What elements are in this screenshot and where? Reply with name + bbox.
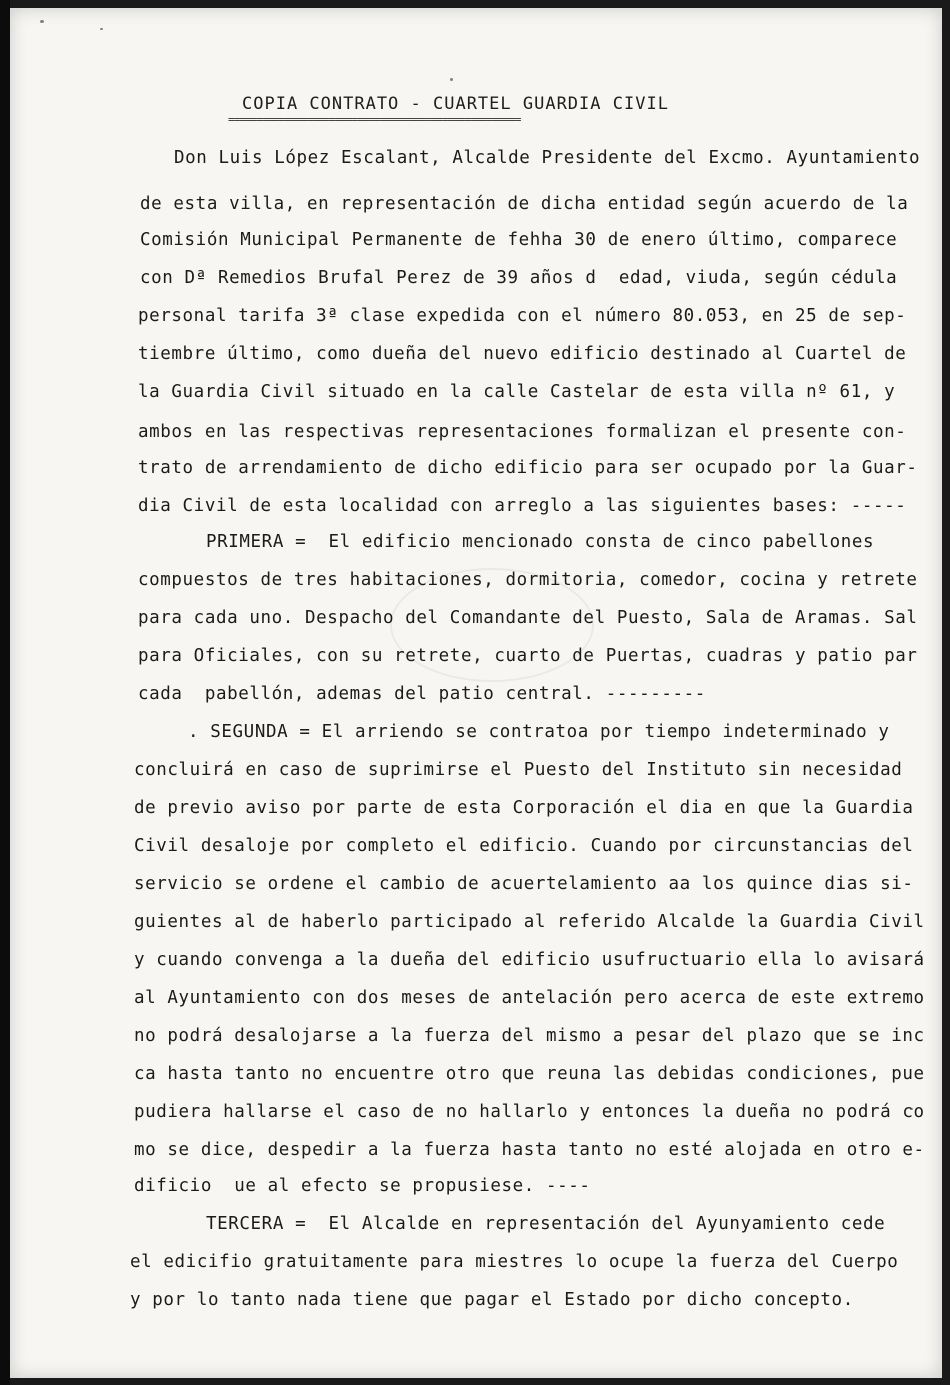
body-line: para Oficiales, con su retrete, cuarto de Puertas, cuadras y patio par (138, 646, 918, 666)
document-title: COPIA CONTRATO - CUARTEL GUARDIA CIVIL (242, 94, 669, 114)
document-page (10, 8, 942, 1378)
clause-segunda: . SEGUNDA = El arriendo se contratoa por tiempo indeterminado y (188, 722, 890, 742)
speck (40, 20, 44, 23)
body-line: no podrá desalojarse a la fuerza del mismo a pesar del plazo que se inc (134, 1026, 925, 1046)
body-line: con Dª Remedios Brufal Perez de 39 años d edad, viuda, según cédula (140, 268, 898, 288)
body-line: tiembre último, como dueña del nuevo edificio destinado al Cuartel de (138, 344, 907, 364)
scan-border (0, 0, 10, 1385)
body-line: y cuando convenga a la dueña del edificio usufructuario ella lo avisará (134, 950, 925, 970)
body-line: trato de arrendamiento de dicho edificio para ser ocupado por la Guar- (138, 458, 918, 478)
body-line: Don Luis López Escalant, Alcalde Presidente del Excmo. Ayuntamiento (174, 148, 921, 168)
body-line: mo se dice, despedir a la fuerza hasta tanto no esté alojada en otro e- (134, 1140, 925, 1160)
body-line: guientes al de haberlo participado al referido Alcalde la Guardia Civil (134, 912, 925, 932)
body-line: el edicifio gratuitamente para miestres lo ocupe la fuerza del Cuerpo (130, 1252, 899, 1272)
body-line: Comisión Municipal Permanente de fehha 30 de enero último, comparece (140, 230, 898, 250)
clause-primera: PRIMERA = El edificio mencionado consta de cinco pabellones (206, 532, 875, 552)
body-line: concluirá en caso de suprimirse el Puesto del Instituto sin necesidad (134, 760, 903, 780)
clause-tercera: TERCERA = El Alcalde en representación del Ayunyamiento cede (206, 1214, 886, 1234)
title-underline: ==================================================== (228, 113, 521, 126)
body-line: para cada uno. Despacho del Comandante del Puesto, Sala de Aramas. Sal (138, 608, 918, 628)
body-line: compuestos de tres habitaciones, dormitoria, comedor, cocina y retrete (138, 570, 918, 590)
body-line: ambos en las respectivas representaciones formalizan el presente con- (138, 422, 907, 442)
body-line: cada pabellón, ademas del patio central. --------- (138, 684, 706, 704)
body-line: al Ayuntamiento con dos meses de antelación pero acerca de este extremo (134, 988, 925, 1008)
body-line: dificio ue al efecto se propusiese. ---- (134, 1176, 591, 1196)
body-line: la Guardia Civil situado en la calle Castelar de esta villa nº 61, y (138, 382, 896, 402)
speck (450, 78, 453, 81)
speck (100, 28, 103, 30)
body-line: pudiera hallarse el caso de no hallarlo y entonces la dueña no podrá co (134, 1102, 925, 1122)
body-line: y por lo tanto nada tiene que pagar el Estado por dicho concepto. (130, 1290, 854, 1310)
body-line: ca hasta tanto no encuentre otro que reuna las debidas condiciones, pue (134, 1064, 925, 1084)
body-line: dia Civil de esta localidad con arreglo a las siguientes bases: ----- (138, 496, 907, 516)
body-line: Civil desaloje por completo el edificio. Cuando por circunstancias del (134, 836, 914, 856)
body-line: servicio se ordene el cambio de acuertelamiento aa los quince dias si- (134, 874, 914, 894)
body-line: de esta villa, en representación de dicha entidad según acuerdo de la (140, 194, 909, 214)
body-line: de previo aviso por parte de esta Corporación el dia en que la Guardia (134, 798, 914, 818)
body-line: personal tarifa 3ª clase expedida con el número 80.053, en 25 de sep- (138, 306, 907, 326)
